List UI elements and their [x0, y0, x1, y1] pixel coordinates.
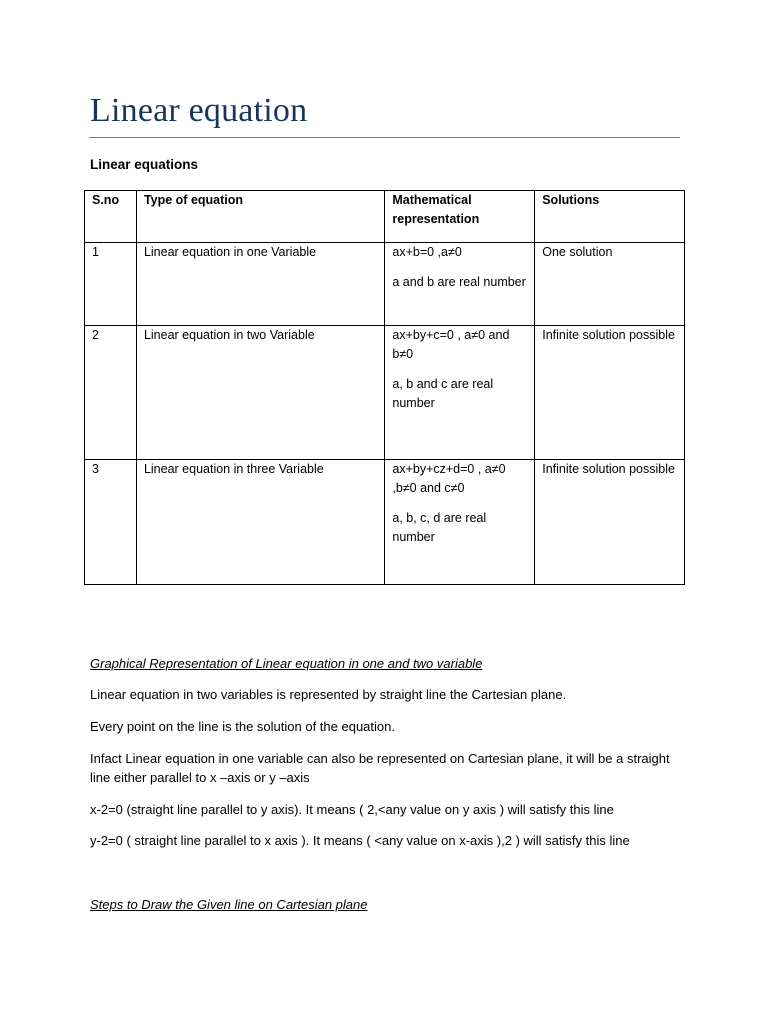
column-header-sno: S.no	[85, 191, 137, 243]
linear-equations-table	[84, 190, 685, 585]
equation-text: ax+by+c=0 , a≠0 and b≠0	[392, 328, 510, 361]
table-header-row	[85, 191, 685, 243]
cell-representation	[385, 243, 535, 326]
table-row	[85, 243, 685, 326]
condition-text: a, b, c, d are real number	[392, 511, 487, 544]
cell-type: Linear equation in one Variable	[136, 243, 384, 326]
paragraph: Every point on the line is the solution of the equation.	[90, 719, 395, 734]
table-row	[85, 326, 685, 460]
equation-text: ax+b=0 ,a≠0	[392, 245, 462, 259]
column-header-representation: Mathematical representation	[385, 191, 535, 243]
cell-sno: 3	[85, 460, 137, 585]
page-title: Linear equation	[90, 92, 308, 129]
cell-sno: 1	[85, 243, 137, 326]
section-heading-steps: Steps to Draw the Given line on Cartesian plane	[90, 897, 368, 912]
title-underline-divider	[89, 137, 680, 138]
cell-sno: 2	[85, 326, 137, 460]
cell-type: Linear equation in three Variable	[136, 460, 384, 585]
paragraph: Infact Linear equation in one variable can also be represented on Cartesian plane, it will be a straight line either parallel to x –axis or y –axis	[90, 751, 670, 785]
table-row	[85, 460, 685, 585]
cell-solution: Infinite solution possible	[535, 460, 685, 585]
equation-text: ax+by+cz+d=0 , a≠0 ,b≠0 and c≠0	[392, 462, 506, 495]
condition-text: a, b and c are real number	[392, 377, 494, 410]
cell-solution: Infinite solution possible	[535, 326, 685, 460]
paragraph: y-2=0 ( straight line parallel to x axis ). It means ( <any value on x-axis ),2 ) will satisfy this line	[90, 833, 630, 848]
paragraph: x-2=0 (straight line parallel to y axis). It means ( 2,<any value on y axis ) will satisfy this line	[90, 802, 614, 817]
column-header-type: Type of equation	[136, 191, 384, 243]
paragraph: Linear equation in two variables is represented by straight line the Cartesian plane.	[90, 687, 567, 702]
column-header-solutions: Solutions	[535, 191, 685, 243]
cell-type: Linear equation in two Variable	[136, 326, 384, 460]
cell-representation	[385, 460, 535, 585]
section-heading-graphical: Graphical Representation of Linear equation in one and two variable	[90, 656, 483, 671]
cell-representation	[385, 326, 535, 460]
table-heading: Linear equations	[90, 157, 199, 172]
cell-solution: One solution	[535, 243, 685, 326]
condition-text: a and b are real number	[392, 275, 526, 289]
